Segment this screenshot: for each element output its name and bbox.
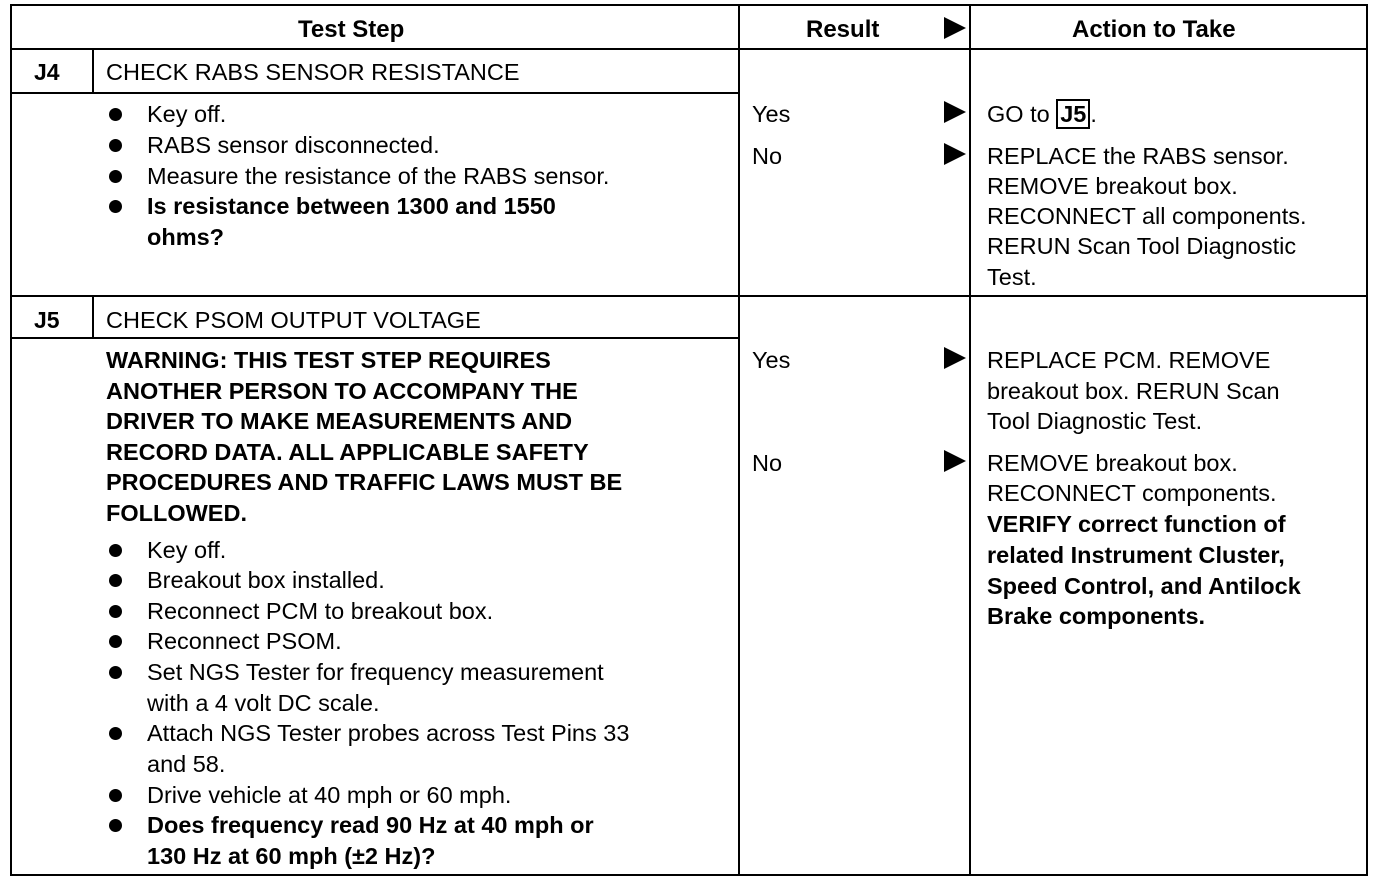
header-arrow-icon <box>944 17 966 39</box>
j5-warning-line-1: WARNING: THIS TEST STEP REQUIRES <box>106 347 551 373</box>
j4-no-action-line-1: REPLACE the RABS sensor. <box>987 143 1289 169</box>
bullet-icon <box>109 635 122 648</box>
j5-warning-line-5: PROCEDURES AND TRAFFIC LAWS MUST BE <box>106 469 623 495</box>
j5-no-action-line-4: related Instrument Cluster, <box>987 542 1285 568</box>
bullet-icon <box>109 170 122 183</box>
j5-no-action-line-5: Speed Control, and Antilock <box>987 573 1301 599</box>
j5-question-line-1: Does frequency read 90 Hz at 40 mph or <box>147 812 594 838</box>
j4-no-action-line-2: REMOVE breakout box. <box>987 173 1238 199</box>
j5-id-divider <box>92 295 94 339</box>
j5-no-arrow-icon <box>944 450 966 472</box>
j5-bullet-2: Breakout box installed. <box>147 567 385 593</box>
j4-no-arrow-icon <box>944 143 966 165</box>
action-column-left-border <box>969 4 971 876</box>
j4-yes-action <box>987 99 1097 130</box>
j5-bullet-1: Key off. <box>147 537 227 563</box>
j5-yes-arrow-icon <box>944 347 966 369</box>
j4-yes-action-suffix: . <box>1090 101 1097 127</box>
j5-warning-line-6: FOLLOWED. <box>106 500 247 526</box>
j5-title-underline <box>10 337 739 339</box>
header-action: Action to Take <box>1072 16 1236 43</box>
table-bottom-border <box>10 874 1368 876</box>
bullet-icon <box>109 605 122 618</box>
j5-bullet-5-line-1: Set NGS Tester for frequency measurement <box>147 659 604 685</box>
table-right-border <box>1366 4 1368 876</box>
bullet-icon <box>109 108 122 121</box>
j4-no-action-line-4: RERUN Scan Tool Diagnostic <box>987 233 1297 259</box>
step-id-j4: J4 <box>34 59 60 85</box>
step-id-j5: J5 <box>34 307 60 333</box>
bullet-icon <box>109 200 122 213</box>
j5-yes-action-line-1: REPLACE PCM. REMOVE <box>987 347 1271 373</box>
j4-id-divider <box>92 48 94 94</box>
header-bottom-border <box>10 48 1368 50</box>
j4-bullet-2: RABS sensor disconnected. <box>147 132 440 158</box>
j4-yes-action-prefix: GO to <box>987 101 1050 127</box>
j4-no-action-line-3: RECONNECT all components. <box>987 203 1307 229</box>
j4-yes-step-ref: J5 <box>1056 99 1090 129</box>
j4-bullet-1: Key off. <box>147 101 227 127</box>
j5-bullet-5-line-2: with a 4 volt DC scale. <box>147 690 380 716</box>
j4-question-line-1: Is resistance between 1300 and 1550 <box>147 193 556 219</box>
j5-no-action-line-3: VERIFY correct function of <box>987 511 1286 537</box>
step-title-j5: CHECK PSOM OUTPUT VOLTAGE <box>106 307 481 333</box>
j4-title-underline <box>10 92 739 94</box>
j5-yes-action-line-3: Tool Diagnostic Test. <box>987 408 1203 434</box>
step-title-j4: CHECK RABS SENSOR RESISTANCE <box>106 59 520 85</box>
j5-no-action-line-2: RECONNECT components. <box>987 480 1277 506</box>
j5-result-yes: Yes <box>752 347 791 373</box>
j5-yes-action-line-2: breakout box. RERUN Scan <box>987 378 1280 404</box>
j5-bullet-3: Reconnect PCM to breakout box. <box>147 598 494 624</box>
bullet-icon <box>109 789 122 802</box>
j5-question-line-2: 130 Hz at 60 mph (±2 Hz)? <box>147 843 436 869</box>
j4-no-action-line-5: Test. <box>987 264 1037 290</box>
bullet-icon <box>109 819 122 832</box>
bullet-icon <box>109 666 122 679</box>
table-top-border <box>10 4 1368 6</box>
bullet-icon <box>109 544 122 557</box>
header-result: Result <box>806 16 880 43</box>
bullet-icon <box>109 727 122 740</box>
j5-warning-line-3: DRIVER TO MAKE MEASUREMENTS AND <box>106 408 573 434</box>
j4-result-no: No <box>752 143 783 169</box>
bullet-icon <box>109 574 122 587</box>
result-column-left-border <box>738 4 740 876</box>
j4-question-line-2: ohms? <box>147 224 225 250</box>
j5-bullet-6-line-2: and 58. <box>147 751 226 777</box>
j5-bullet-4: Reconnect PSOM. <box>147 628 342 654</box>
j5-bullet-7: Drive vehicle at 40 mph or 60 mph. <box>147 782 512 808</box>
j4-bullet-3: Measure the resistance of the RABS sensor. <box>147 163 610 189</box>
j5-warning-line-2: ANOTHER PERSON TO ACCOMPANY THE <box>106 378 578 404</box>
j5-no-action-line-6: Brake components. <box>987 603 1206 629</box>
row-divider <box>10 295 1368 297</box>
header-test-step: Test Step <box>298 16 405 43</box>
j4-result-yes: Yes <box>752 101 791 127</box>
j4-yes-arrow-icon <box>944 101 966 123</box>
j5-warning-line-4: RECORD DATA. ALL APPLICABLE SAFETY <box>106 439 589 465</box>
j5-bullet-6-line-1: Attach NGS Tester probes across Test Pins 33 <box>147 720 630 746</box>
j5-result-no: No <box>752 450 783 476</box>
table-left-border <box>10 4 12 876</box>
bullet-icon <box>109 139 122 152</box>
j5-no-action-line-1: REMOVE breakout box. <box>987 450 1238 476</box>
